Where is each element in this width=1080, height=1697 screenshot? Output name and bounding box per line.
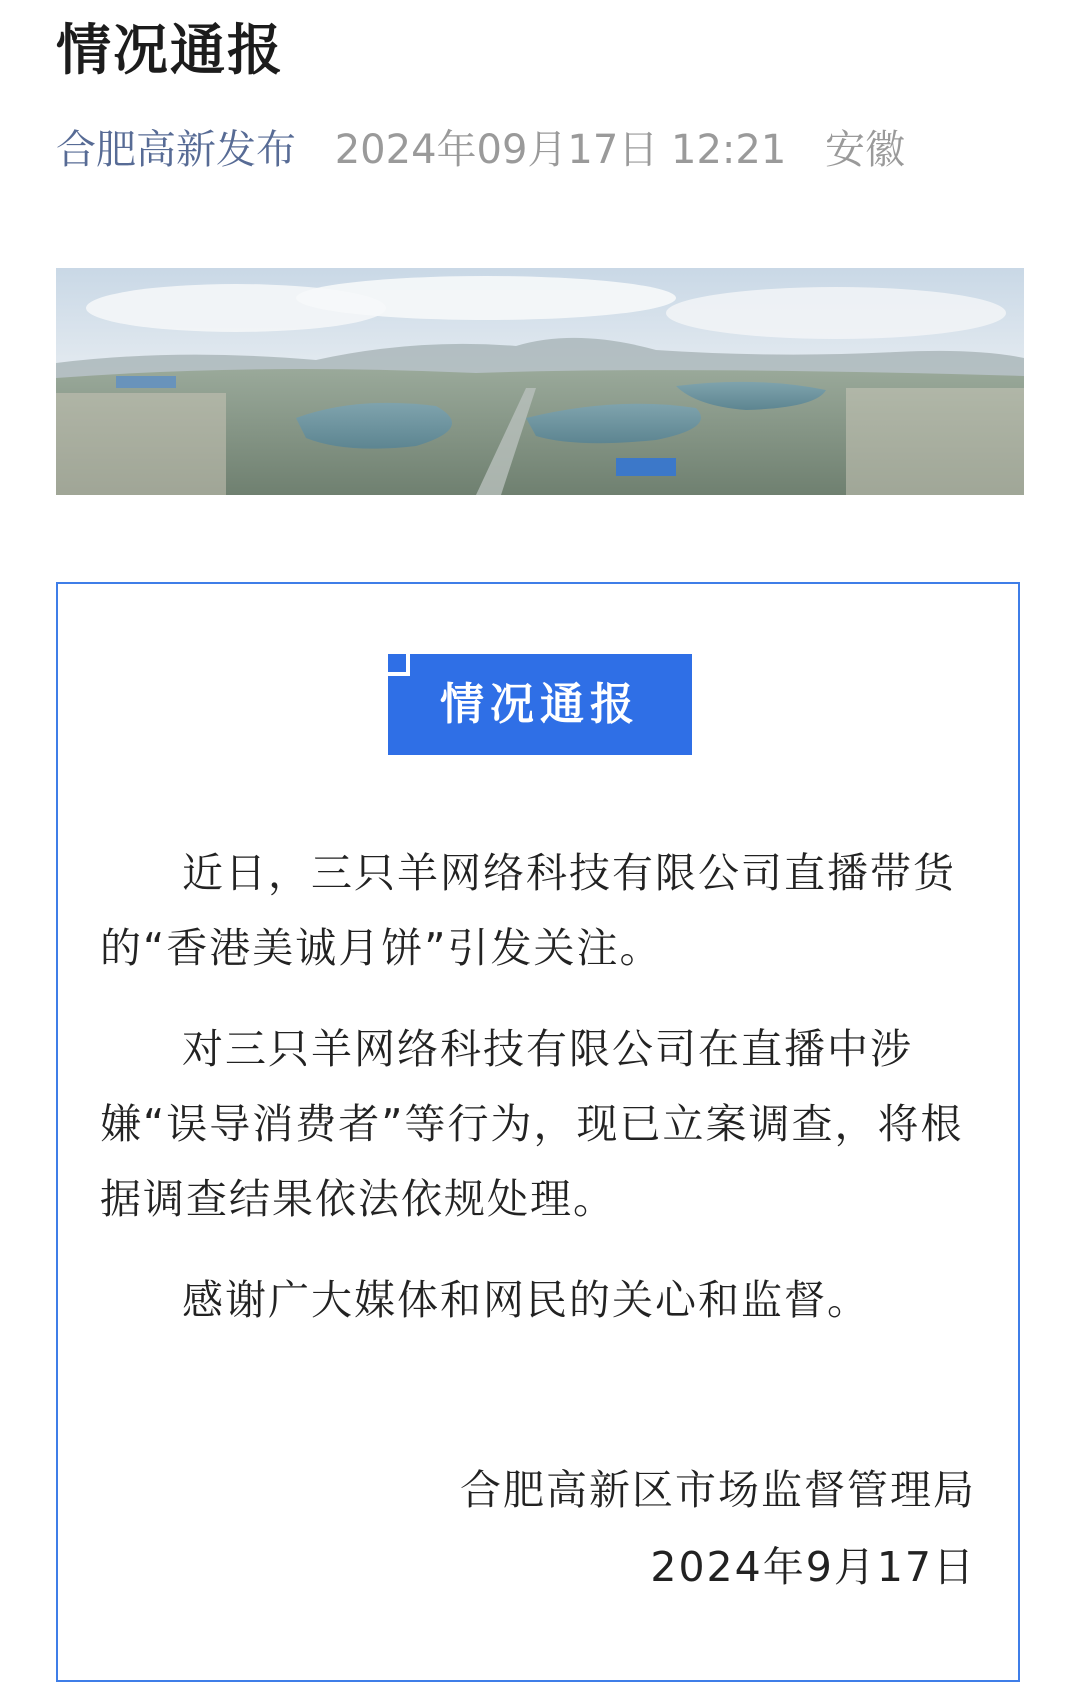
notice-body [100,836,976,1364]
region-label: 安徽 [825,127,906,173]
publish-time: 2024年09月17日 12:21 [334,127,787,173]
signature-organization: 合肥高新区市场监督管理局 [460,1466,976,1514]
notice-signature [460,1452,976,1606]
badge-corner-decoration [388,654,414,680]
source-account-link[interactable]: 合肥高新发布 [56,127,296,173]
page-title: 情况通报 [56,18,285,82]
notice-paragraph: 感谢广大媒体和网民的关心和监督。 [182,1276,870,1324]
article-meta [56,122,905,178]
banner-panorama-image [56,268,1024,495]
notice-badge: 情况通报 [388,654,692,755]
notice-paragraph: 近日，三只羊网络科技有限公司直播带货的“香港美诚月饼”引发关注。 [100,849,956,972]
signature-date: 2024年9月17日 [650,1543,976,1591]
notice-paragraph: 对三只羊网络科技有限公司在直播中涉嫌“误导消费者”等行为，现已立案调查，将根据调查结果依法依规处理。 [100,1025,964,1223]
